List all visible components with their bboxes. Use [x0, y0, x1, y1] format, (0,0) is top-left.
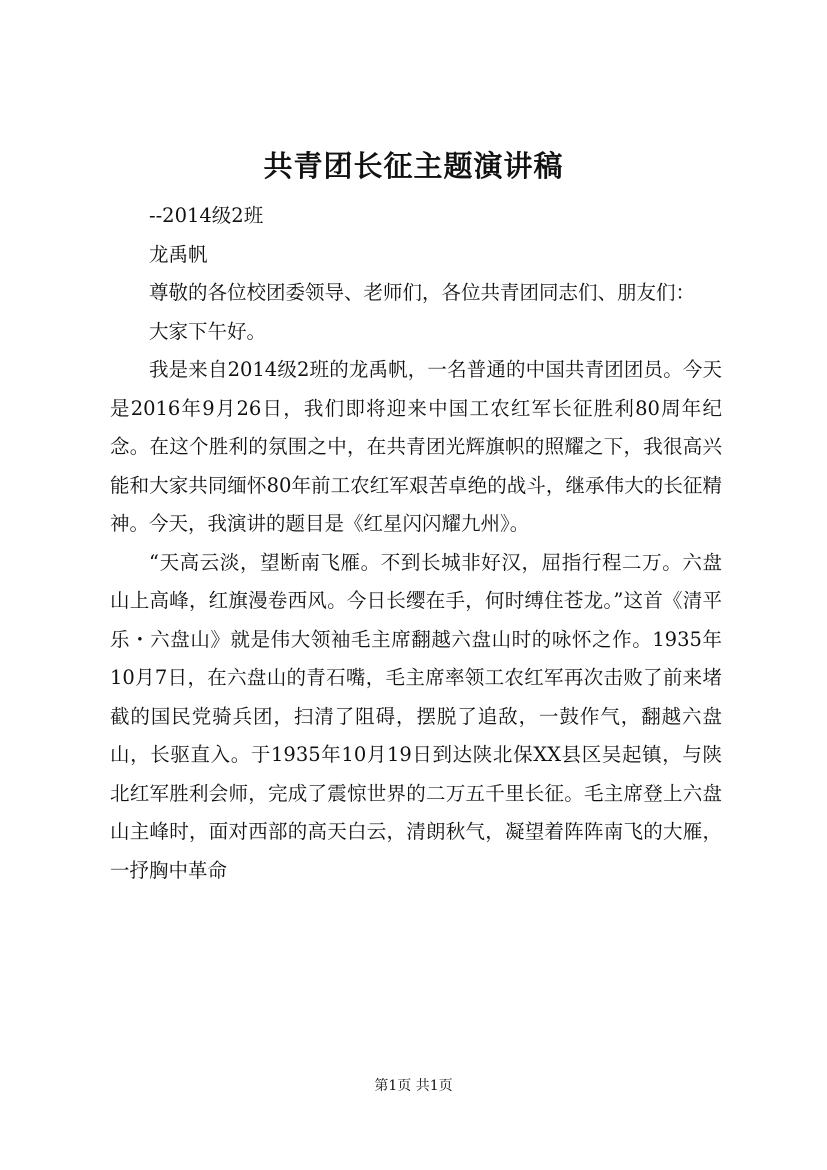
- document-body: [110, 197, 722, 890]
- author-name: 龙禹帆: [149, 242, 208, 266]
- paragraph-poem: “天高云淡，望断南飞雁。不到长城非好汉，屈指行程二万。六盘山上高峰，红旗漫卷西风。今日长缨在手，何时缚住苍龙。”这首《清平乐・六盘山》就是伟大领袖毛主席翻越六盘山时的咏怀之作。1935年10月7日，在六盘山的青石嘴，毛主席率领工农红军再次击败了前来堵截的国民党骑兵团，扫清了阻碍，摆脱了追敌，一鼓作气，翻越六盘山，长驱直入。于1935年10月19日到达陕北保XX县区吴起镇，与陕北红军胜利会师，完成了震惊世界的二万五千里长征。毛主席登上六盘山主峰时，面对西部的高天白云，清朗秋气，凝望着阵阵南飞的大雁，一抒胸中革命: [110, 550, 722, 882]
- page-footer: 第1页 共1页: [374, 1078, 453, 1094]
- class-line: --2014级2班: [149, 204, 264, 227]
- paragraph-salutation: 尊敬的各位校团委领导、老师们，各位共青团同志们、朋友们：: [149, 281, 696, 304]
- paragraph-greeting: 大家下午好。: [149, 319, 267, 343]
- paragraph-introduction: 我是来自2014级2班的龙禹帆，一名普通的中国共青团团员。今天是2016年9月26日，我们即将迎来中国工农红军长征胜利80周年纪念。在这个胜利的氛围之中，在共青团光辉旗帜的照耀之下，我很高兴能和大家共同缅怀80年前工农红军艰苦卓绝的战斗，继承伟大的长征精神。今天，我演讲的题目是《红星闪闪耀九州》。: [110, 358, 722, 535]
- document-title: 共青团长征主题演讲稿: [263, 149, 564, 183]
